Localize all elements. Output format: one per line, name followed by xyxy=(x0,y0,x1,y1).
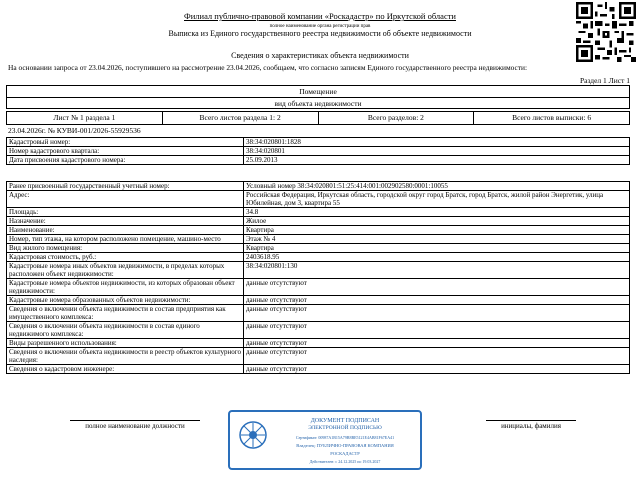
table-row xyxy=(7,244,630,253)
field-value: данные отсутствуют xyxy=(244,322,630,339)
extract-sheets-total: Всего листов выписки: 6 xyxy=(473,112,629,124)
object-type: Помещение xyxy=(299,87,337,96)
document-title: Выписка из Единого государственного реестра недвижимости об объекте недвижимости xyxy=(168,29,472,38)
field-label: Сведения о включении объекта недвижимости в реестр объектов культурного наследия: xyxy=(7,348,244,365)
table-row xyxy=(7,365,630,374)
table-row xyxy=(7,279,630,296)
field-label: Назначение: xyxy=(7,217,244,226)
table-row xyxy=(7,147,630,156)
field-label: Кадастровые номера образованных объектов недвижимости: xyxy=(7,296,244,305)
field-value: данные отсутствуют xyxy=(244,339,630,348)
field-value: 25.09.2013 xyxy=(244,156,630,165)
field-value: данные отсутствуют xyxy=(244,305,630,322)
field-value: данные отсутствуют xyxy=(244,279,630,296)
intro-text: На основании запроса от 23.04.2026, поступившего на рассмотрение 23.04.2026, сообщаем, что согласно записям Единого государственного реестра недвижимости: xyxy=(8,63,528,72)
field-value: Жилое xyxy=(244,217,630,226)
field-label: Площадь: xyxy=(7,208,244,217)
table-row xyxy=(7,253,630,262)
stamp-line1: ДОКУМЕНТ ПОДПИСАН xyxy=(310,418,380,424)
table-row xyxy=(7,296,630,305)
field-label: Дата присвоения кадастрового номера: xyxy=(7,156,244,165)
field-value: Квартира xyxy=(244,226,630,235)
position-caption: полное наименование должности xyxy=(70,420,200,430)
roskadastr-logo-icon xyxy=(238,420,268,450)
table-row xyxy=(7,208,630,217)
table-row xyxy=(7,348,630,365)
table-row xyxy=(7,339,630,348)
name-caption: инициалы, фамилия xyxy=(486,420,576,430)
field-label: Номер, тип этажа, на котором расположено помещение, машино-место xyxy=(7,235,244,244)
field-value: данные отсутствуют xyxy=(244,348,630,365)
qr-code-icon xyxy=(576,2,636,62)
table-row xyxy=(7,305,630,322)
field-label: Сведения о кадастровом инженере: xyxy=(7,365,244,374)
field-label: Сведения о включении объекта недвижимости в состав единого недвижимого комплекса: xyxy=(7,322,244,339)
field-label: Наименование: xyxy=(7,226,244,235)
field-value: 38:34:020801:1828 xyxy=(244,138,630,147)
section-sheets-total: Всего листов раздела 1: 2 xyxy=(162,112,318,124)
table-row xyxy=(7,138,630,147)
field-value: Российская Федерация, Иркутская область, городской округ город Братск, город Братск, жилой район Энергетик, улица Юбилейная, дом 3, квартира 55 xyxy=(244,191,630,208)
document-number: 23.04.2026г. № КУВИ-001/2026-55929536 xyxy=(8,126,141,135)
field-label: Кадастровые номера объектов недвижимости, из которых образован объект недвижимости: xyxy=(7,279,244,296)
table-row xyxy=(7,191,630,208)
field-value: Условный номер 38:34:020801:51:25:414:001:002902580:0001:10055 xyxy=(244,182,630,191)
object-type-caption: вид объекта недвижимости xyxy=(7,97,629,109)
field-value: 38:34:020801:130 xyxy=(244,262,630,279)
table-row xyxy=(7,182,630,191)
table-row xyxy=(7,217,630,226)
table-row xyxy=(7,226,630,235)
stamp-certificate: Сертификат: 00987A1B15A79B8BE5121E4AB81F67EA41 xyxy=(295,435,395,440)
field-value: Этаж № 4 xyxy=(244,235,630,244)
stamp-line2: ЭЛЕКТРОННОЙ ПОДПИСЬЮ xyxy=(308,425,382,431)
table-row xyxy=(7,322,630,339)
field-label: Виды разрешенного использования: xyxy=(7,339,244,348)
field-label: Номер кадастрового квартала: xyxy=(7,147,244,156)
field-label: Ранее присвоенный государственный учетный номер: xyxy=(7,182,244,191)
field-value: 34.8 xyxy=(244,208,630,217)
org-caption: полное наименование органа регистрации прав xyxy=(269,24,371,29)
table-row xyxy=(7,156,630,165)
field-value: 38:34:020801 xyxy=(244,147,630,156)
field-label: Кадастровая стоимость, руб.: xyxy=(7,253,244,262)
field-value: 2403618.95 xyxy=(244,253,630,262)
table-row xyxy=(7,235,630,244)
field-label: Вид жилого помещения: xyxy=(7,244,244,253)
document-subtitle: Сведения о характеристиках объекта недвижимости xyxy=(231,51,409,60)
sections-total: Всего разделов: 2 xyxy=(318,112,474,124)
field-value: данные отсутствуют xyxy=(244,365,630,374)
table-row xyxy=(7,262,630,279)
section-page-label: Раздел 1 Лист 1 xyxy=(579,76,630,85)
field-label: Кадастровый номер: xyxy=(7,138,244,147)
cadastral-table xyxy=(6,137,630,165)
electronic-signature-stamp xyxy=(228,410,422,470)
stamp-valid: Действителен: с 24.12.2025 по 19.03.2027 xyxy=(309,459,381,464)
object-type-box xyxy=(6,85,630,109)
field-label: Кадастровые номера иных объектов недвижимости, в пределах которых расположен объект недвижимости: xyxy=(7,262,244,279)
characteristics-table xyxy=(6,181,630,374)
org-name: Филиал публично-правовой компании «Роскадастр» по Иркутской области xyxy=(184,11,456,21)
sheet-number: Лист № 1 раздела 1 xyxy=(53,113,116,122)
field-label: Адрес: xyxy=(7,191,244,208)
field-value: данные отсутствуют xyxy=(244,296,630,305)
stamp-owner: Владелец: ПУБЛИЧНО-ПРАВОВАЯ КОМПАНИЯ xyxy=(296,443,394,448)
field-label: Сведения о включении объекта недвижимости в состав предприятия как имущественного комплекса: xyxy=(7,305,244,322)
field-value: Квартира xyxy=(244,244,630,253)
stamp-owner-2: РОСКАДАСТР xyxy=(330,451,360,456)
sheets-info xyxy=(6,111,630,125)
